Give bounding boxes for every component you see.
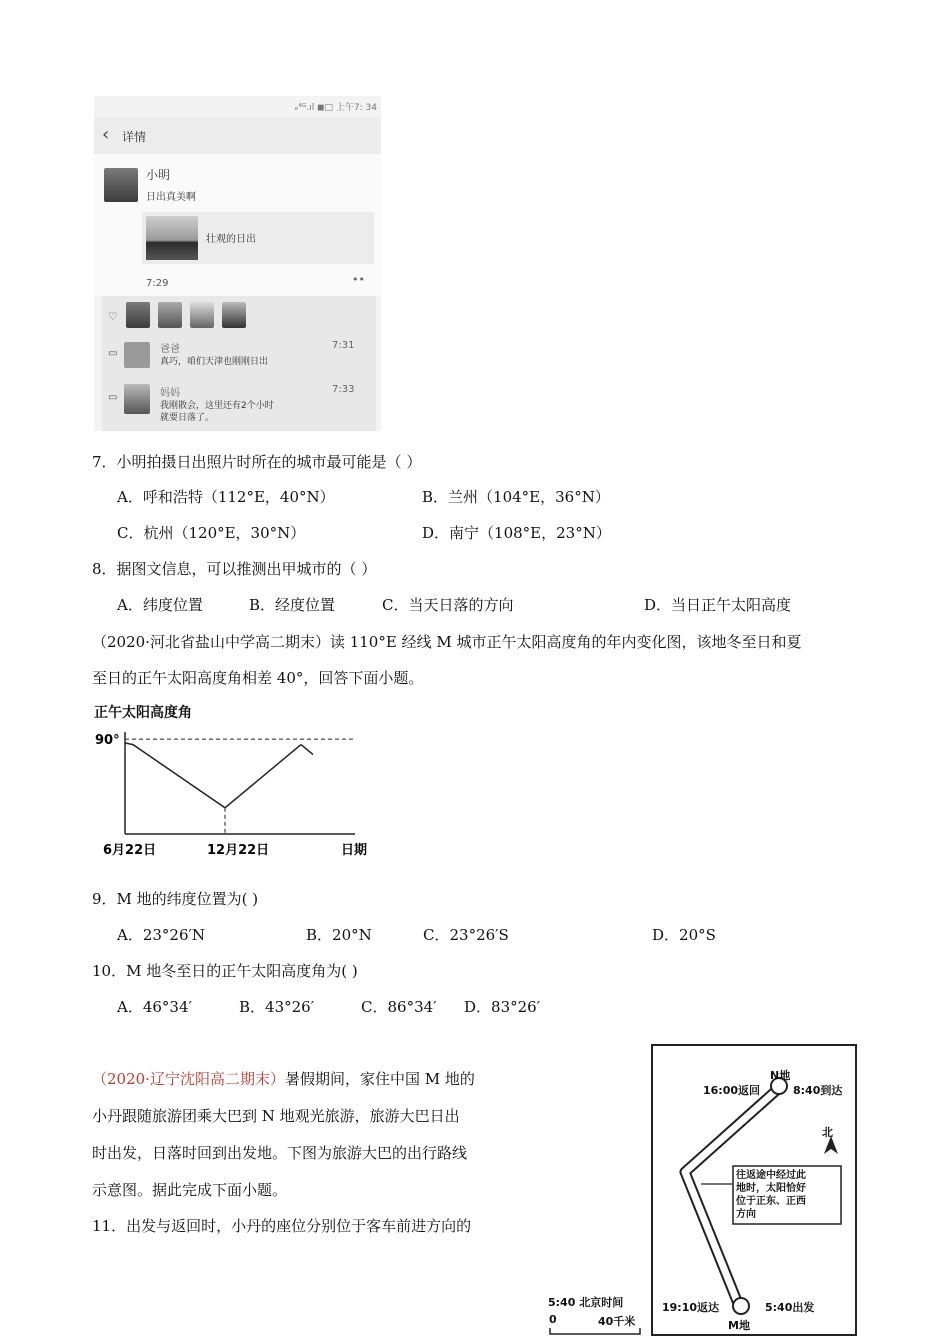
- comment-avatar: [124, 342, 150, 368]
- comment-text: 真巧，咱们天津也刚刚日出: [160, 357, 269, 367]
- intro3-line-1-text: 暑假期间，家住中国 M 地的: [284, 1070, 475, 1088]
- series-continuation: [301, 745, 313, 755]
- q10-option-b: B．43°26′: [239, 998, 315, 1016]
- post-text: 日出真美啊: [146, 192, 196, 203]
- q7-option-d: D．南宁（108°E，23°N）: [422, 524, 611, 542]
- altitude-series-line: [125, 743, 301, 808]
- question-10: 10．M 地冬至日的正午太阳高度角为( ): [92, 962, 358, 980]
- comment-time: 7:33: [332, 384, 355, 395]
- question-11: 11．出发与返回时，小丹的座位分别位于客车前进方向的: [92, 1217, 472, 1235]
- comment-avatar: [124, 384, 150, 414]
- x-tick-dec22: 12月22日: [207, 843, 270, 858]
- scale-zero: 0: [549, 1313, 557, 1326]
- post-time: 7:29: [146, 278, 169, 289]
- q8-option-b: B．经度位置: [249, 596, 336, 614]
- screenshot-title: 详情: [122, 130, 147, 144]
- scale-bar-line: [550, 1328, 640, 1334]
- intro3-line-1: [92, 1069, 475, 1089]
- source-tag: （2020·辽宁沈阳高二期末）: [92, 1070, 285, 1088]
- q10-option-a: A．46°34′: [117, 998, 192, 1016]
- comment-name: 爸爸: [160, 344, 180, 355]
- question-8: 8．据图文信息，可以推测出甲城市的（ ）: [92, 560, 377, 578]
- scale-length: 40千米: [598, 1315, 636, 1328]
- back-icon: ‹: [102, 124, 110, 145]
- q9-option-b: B．20°N: [306, 926, 372, 944]
- m-depart-time: 5:40出发: [765, 1301, 815, 1314]
- route-note: 往返途中经过此 地时，太阳恰好 位于正东、正西 方向: [736, 1170, 806, 1220]
- x-axis-label: 日期: [341, 843, 368, 858]
- q9-option-d: D．20°S: [652, 926, 716, 944]
- n-label: N地: [770, 1069, 791, 1082]
- avatar: [104, 168, 138, 202]
- link-text: 壮观的日出: [206, 234, 256, 245]
- intro3-line-2: 小丹跟随旅游团乘大巴到 N 地观光旅游，旅游大巴日出: [92, 1107, 460, 1125]
- more-icon: ••: [352, 273, 365, 286]
- liker-avatar: [126, 302, 150, 328]
- intro-line-2: 至日的正午太阳高度角相差 40°，回答下面小题。: [92, 669, 424, 687]
- question-9: 9．M 地的纬度位置为( ): [92, 890, 259, 908]
- q10-option-c: C．86°34′: [361, 998, 437, 1016]
- liker-avatar: [190, 302, 214, 328]
- q9-option-c: C．23°26′S: [423, 926, 509, 944]
- solar-altitude-chart: [90, 722, 390, 862]
- sunrise-photo: [146, 216, 198, 260]
- y-tick-90: 90°: [95, 733, 120, 749]
- status-bar: ₑ⁴ᴳ.ıl ◼□ 上午7: 34: [294, 103, 377, 113]
- m-point: [733, 1298, 749, 1314]
- comment-name: 妈妈: [160, 388, 180, 399]
- x-tick-jun22: 6月22日: [103, 843, 157, 858]
- m-label: M地: [728, 1319, 750, 1332]
- screenshot-header: [94, 118, 381, 154]
- comment-time: 7:31: [332, 340, 355, 351]
- q8-option-a: A．纬度位置: [117, 596, 203, 614]
- n-return-time: 16:00返回: [703, 1084, 761, 1097]
- q7-option-b: B．兰州（104°E，36°N）: [422, 488, 610, 506]
- scale-bar: [548, 1326, 648, 1336]
- m-return-time: 19:10返达: [662, 1301, 720, 1314]
- chart-title: 正午太阳高度角: [94, 705, 192, 721]
- user-name: 小明: [146, 168, 171, 182]
- moments-screenshot: [94, 96, 381, 431]
- q8-option-c: C．当天日落的方向: [382, 596, 514, 614]
- q7-option-a: A．呼和浩特（112°E，40°N）: [117, 488, 335, 506]
- question-7: 7．小明拍摄日出照片时所在的城市最可能是（ ）: [92, 453, 422, 471]
- heart-icon: ♡: [108, 310, 118, 323]
- intro-line-1: （2020·河北省盐山中学高二期末）读 110°E 经线 M 城市正午太阳高度角的年内变化图，该地冬至日和夏: [92, 633, 802, 651]
- liker-avatar: [222, 302, 246, 328]
- beijing-time-label: 5:40 北京时间: [548, 1296, 624, 1309]
- north-label: 北: [822, 1126, 833, 1139]
- comment-icon: ▭: [108, 348, 118, 359]
- intro3-line-4: 示意图。据此完成下面小题。: [92, 1181, 288, 1199]
- q7-option-c: C．杭州（120°E，30°N）: [117, 524, 306, 542]
- q10-option-d: D．83°26′: [464, 998, 541, 1016]
- q8-option-d: D．当日正午太阳高度: [644, 596, 792, 614]
- comment-text: 我刚散会，这里还有2个小时 就要日落了。: [160, 401, 274, 423]
- comment-icon: ▭: [108, 392, 118, 403]
- intro3-line-3: 时出发，日落时回到出发地。下图为旅游大巴的出行路线: [92, 1144, 468, 1162]
- n-arrive-time: 8:40到达: [793, 1084, 843, 1097]
- q9-option-a: A．23°26′N: [117, 926, 206, 944]
- liker-avatar: [158, 302, 182, 328]
